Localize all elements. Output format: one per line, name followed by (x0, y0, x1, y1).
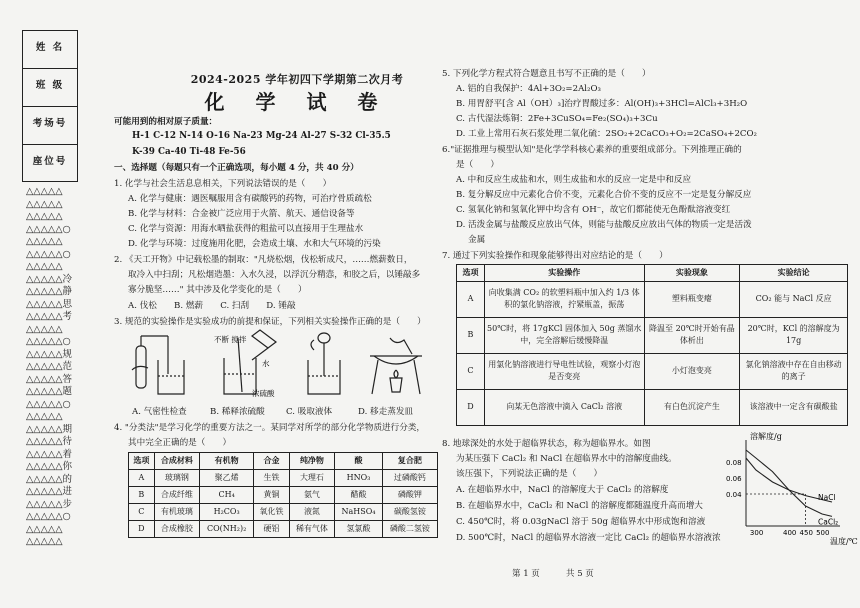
q3-figures (128, 330, 438, 400)
q8-option-c: C. 450℃时，将 0.03gNaCl 溶于 50g 超临界水中形成饱和溶液 (456, 517, 706, 527)
seal-line: △△△△△静 (26, 286, 73, 297)
total-pages: 共 5 页 (566, 569, 594, 579)
table-cell: 向某无色溶液中滴入 CaCl₂ 溶液 (484, 389, 644, 425)
table-cell: A (129, 469, 155, 486)
q8-option-b: B. 在超临界水中，CaCl₂ 和 NaCl 的溶解度都随温度升高而增大 (456, 501, 703, 511)
table-header-cell: 实验结论 (740, 265, 848, 282)
seal-line: △△△△△的 (26, 473, 73, 485)
fig-c-dropper-icon (308, 333, 340, 394)
table-cell: 玻璃钢 (154, 469, 199, 486)
q1-option-d: D. 化学与环境：过度施用化肥，会造成土壤、水和大气环境的污染 (128, 239, 381, 249)
q6-option-c: C. 氢氧化钠和氢氧化钾中均含有 OH⁻，故它们都能使无色酚酞溶液变红 (456, 205, 731, 215)
table-cell: 合成橡胶 (154, 520, 199, 537)
q1-option-a: A. 化学与健康：遇医嘱服用含有碳酸钙的药物，可治疗骨质疏松 (128, 194, 372, 204)
q5-option-a: A. 铝的自我保护：4Al+3O₂=2Al₂O₃ (456, 84, 601, 94)
q6-stem-2: 是（ ） (456, 160, 499, 170)
table-cell: B (129, 486, 155, 503)
q3-stem: 3. 规范的实验操作是实验成功的前提和保证，下列相关实验操作正确的是（ ） (114, 317, 426, 327)
seal-line: △△△△△待 (26, 436, 73, 447)
table-cell: 氧化铁 (254, 503, 290, 520)
table-header-cell: 合金 (254, 453, 290, 470)
y-axis-label: 溶解度/g (750, 432, 782, 441)
q5-stem: 5. 下列化学方程式符合题意且书写不正确的是（ ） (442, 69, 651, 79)
q7-experiment-table (456, 264, 848, 426)
table-cell: 合成纤维 (154, 486, 199, 503)
table-cell: 稀有气体 (289, 520, 334, 537)
q1-stem: 1. 化学与社会生活息息相关，下列说法错误的是（ ） (114, 179, 332, 189)
q6-option-a: A. 中和反应生成盐和水，则生成盐和水的反应一定是中和反应 (456, 175, 692, 185)
seal-line: △△△△△冷 (26, 273, 73, 285)
q3-caption-b: B. 稀释浓硫酸 (210, 407, 265, 417)
q4-stem-2: 其中完全正确的是（ ） (128, 438, 232, 448)
seal-line: △△△△△步 (26, 498, 73, 510)
table-header-row (457, 265, 848, 282)
table-cell: 氨气 (289, 486, 334, 503)
table-row (129, 503, 438, 520)
q1-option-b: B. 化学与材料：合金被广泛应用于火箭、航天、通信设备等 (128, 209, 355, 219)
table-header-cell: 选项 (457, 265, 485, 282)
table-cell: C (129, 503, 155, 520)
section-heading-choice: 一、选择题（每题只有一个正确选项，每小题 4 分，共 40 分） (114, 163, 359, 173)
y-tick-label: 0.04 (726, 491, 742, 499)
table-cell: 磷酸二氢铵 (382, 520, 437, 537)
table-row (457, 389, 848, 425)
table-cell: 小灯泡变亮 (644, 353, 740, 389)
table-header-cell: 有机物 (200, 453, 254, 470)
table-header-cell: 实验操作 (484, 265, 644, 282)
table-cell: 50℃时，将 17gKCl 固体加入 50g 蒸馏水中，完全溶解后缓慢降温 (484, 317, 644, 353)
x-axis-label: 温度/℃ (830, 537, 858, 546)
q6-stem: 6."证据推理与模型认知"是化学学科核心素养的重要组成部分。下列推理正确的 (442, 145, 742, 155)
table-header-cell: 复合肥 (382, 453, 437, 470)
table-cell: 生铁 (254, 469, 290, 486)
series-label: NaCl (818, 493, 836, 502)
seal-line: △△△△△着 (26, 448, 73, 460)
table-header-cell: 合成材料 (154, 453, 199, 470)
exam-page (100, 0, 860, 608)
q2-stem-3: 寡分脆坚……" 其中涉及化学变化的是（ ） (128, 285, 307, 295)
seal-line: △△△△△ (26, 186, 63, 197)
q3-caption-c: C. 吸取液体 (286, 407, 333, 417)
seal-line: △△△△△○ (26, 398, 71, 410)
q6-option-b: B. 复分解反应中元素化合价不变，元素化合价不变的反应不一定是复分解反应 (456, 190, 752, 200)
table-row (129, 469, 438, 486)
series-line-1 (746, 450, 832, 516)
seal-line: △△△△△○ (26, 336, 71, 347)
table-row (129, 520, 438, 537)
seal-line: △△△△△进 (26, 486, 73, 497)
seal-line-text (26, 186, 90, 549)
table-cell: H₂CO₃ (200, 503, 254, 520)
q7-stem: 7. 通过下列实验操作和现象能够得出对应结论的是（ ） (442, 251, 668, 261)
q3-caption-d: D. 移走蒸发皿 (358, 407, 414, 417)
class-field[interactable]: 班 级 (23, 69, 77, 107)
q4-classification-table (128, 452, 438, 538)
table-cell: 黄铜 (254, 486, 290, 503)
table-header-row (129, 453, 438, 470)
seal-line: △△△△△ (26, 323, 63, 335)
table-cell: 用氯化钠溶液进行导电性试验，观察小灯泡是否变亮 (484, 353, 644, 389)
table-cell: 该溶液中一定含有碳酸盐 (740, 389, 848, 425)
exam-title: 2024-2025 学年初四下学期第二次月考 (190, 73, 404, 86)
q3-label-acid: 浓硫酸 (252, 389, 275, 398)
q5-option-b: B. 用胃舒平[含 Al（OH）₃]治疗胃酸过多：Al(OH)₃+3HCl=AlCl₃+3H₂O (456, 99, 748, 109)
seat-number-field[interactable]: 座位号 (32, 156, 68, 167)
q8-option-d: D. 500℃时，NaCl 的超临界水溶液一定比 CaCl₂ 的超临界水溶液浓 (456, 533, 721, 543)
table-cell: 降温至 20℃时开始有晶体析出 (644, 317, 740, 353)
table-cell: D (129, 520, 155, 537)
table-cell: C (457, 353, 485, 389)
q8-stem-2: 为某压强下 CaCl₂ 和 NaCl 在超临界水中的溶解度曲线。 (456, 454, 677, 464)
table-cell: 有机玻璃 (154, 503, 199, 520)
y-tick-label: 0.08 (726, 459, 742, 467)
table-cell: 向收集满 CO₂ 的软塑料瓶中加入约 1/3 体积的氯化钠溶液，拧紧瓶盖，振荡 (484, 281, 644, 317)
x-tick-label: 300 (749, 529, 764, 537)
table-row (457, 281, 848, 317)
q3-label-stir: 不断 搅拌 (214, 335, 247, 344)
table-header-cell: 纯净物 (289, 453, 334, 470)
binding-strip (0, 0, 96, 608)
table-header-cell: 酸 (335, 453, 383, 470)
table-cell: 氢氯酸 (335, 520, 383, 537)
seal-line: △△△△△规 (26, 348, 73, 360)
table-cell: 碳酸氢铵 (382, 503, 437, 520)
series-label: CaCl₂ (818, 517, 839, 527)
table-cell: 液氮 (289, 503, 334, 520)
q6-option-d: D. 活泼金属与盐酸反应放出气体，则能与盐酸反应放出气体的物质一定是活泼 (456, 220, 752, 230)
seal-line: △△△△△你 (26, 461, 73, 472)
page-number: 第 1 页 (512, 569, 540, 579)
q6-option-d-cont: 金属 (468, 235, 486, 245)
table-cell: A (457, 281, 485, 317)
fig-a-airtight-check-icon (132, 336, 184, 394)
student-info-box (22, 30, 78, 182)
q2-options: A. 伐松 B. 燃薪 C. 扫刮 D. 锤敲 (128, 301, 296, 311)
seal-line: △△△△△答 (26, 373, 73, 385)
table-cell: B (457, 317, 485, 353)
seal-line: △△△△△题 (26, 386, 73, 397)
table-cell: HNO₃ (335, 469, 383, 486)
atomic-mass-row-2: K-39 Ca-40 Ti-48 Fe-56 (132, 147, 246, 157)
q3-caption-a: A. 气密性检查 (132, 407, 187, 417)
seal-line: △△△△△○ (26, 248, 71, 260)
table-cell: 氯化钠溶液中存在自由移动的离子 (740, 353, 848, 389)
seal-line: △△△△△ (26, 261, 63, 272)
table-header-cell: 实验现象 (644, 265, 740, 282)
seal-line: △△△△△○ (26, 511, 71, 522)
table-row (457, 353, 848, 389)
fig-d-evaporating-dish-icon (370, 338, 422, 394)
name-field[interactable]: 姓 名 (23, 31, 77, 69)
seal-line: △△△△△范 (26, 361, 73, 372)
q2-stem-2: 取冷入中扫刮；凡松烟造墨：入水久浸，以浮沉分精悫，和胶之后，以锤敲多 (128, 270, 421, 280)
table-row (457, 317, 848, 353)
seal-line: △△△△△○ (26, 223, 71, 235)
q1-option-c: C. 化学与资源：用海水晒盐获得的粗盐可以直接用于生理盐水 (128, 224, 364, 234)
x-tick-label: 500 (816, 529, 830, 537)
table-cell: CO₂ 能与 NaCl 反应 (740, 281, 848, 317)
seal-line: △△△△△ (26, 236, 63, 247)
seal-line: △△△△△期 (26, 423, 73, 435)
q2-stem: 2. 《天工开物》中记载松墨的制取："凡烧松烟，伐松斩成尺，……燃薪数日， (114, 255, 413, 265)
seal-line: △△△△△ (26, 211, 63, 222)
seal-line: △△△△△思 (26, 298, 73, 310)
seal-line: △△△△△ (26, 198, 63, 210)
seal-line: △△△△△ (26, 523, 63, 535)
table-cell: 聚乙烯 (200, 469, 254, 486)
x-tick-label: 450 (799, 529, 813, 537)
table-cell: D (457, 389, 485, 425)
x-tick-label: 400 (783, 529, 797, 537)
table-cell: NaHSO₄ (335, 503, 383, 520)
q3-label-water: 水 (262, 359, 270, 368)
q5-option-c: C. 古代湿法炼铜：2Fe+3CuSO₄=Fe₂(SO₄)₃+3Cu (456, 114, 658, 124)
q8-stem: 8. 地球深处的水处于超临界状态，称为超临界水。如图 (442, 439, 651, 449)
seal-line: △△△△△ (26, 536, 63, 547)
table-cell: 硬铝 (254, 520, 290, 537)
table-cell: 有白色沉淀产生 (644, 389, 740, 425)
table-cell: 大理石 (289, 469, 334, 486)
exam-room-field[interactable]: 考场号 (23, 107, 77, 145)
q4-stem: 4. "分类法"是学习化学的重要方法之一。某同学对所学的部分化学物质进行分类， (114, 423, 426, 433)
y-tick-label: 0.06 (726, 475, 742, 483)
q8-stem-3: 该压强下，下列说法正确的是（ ） (456, 469, 603, 479)
q8-option-a: A. 在超临界水中，NaCl 的溶解度大于 CaCl₂ 的溶解度 (456, 485, 669, 495)
table-cell: CH₄ (200, 486, 254, 503)
table-row (129, 486, 438, 503)
seal-line: △△△△△ (26, 411, 63, 422)
document-title: 化 学 试 卷 (204, 90, 390, 114)
atomic-mass-row-1: H-1 C-12 N-14 O-16 Na-23 Mg-24 Al-27 S-32 Cl-35.5 (132, 131, 391, 141)
table-cell: 过磷酸钙 (382, 469, 437, 486)
q5-option-d: D. 工业上常用石灰石浆处理二氧化硫：2SO₂+2CaCO₃+O₂=2CaSO₄+2CO₂ (456, 129, 757, 139)
table-cell: 塑料瓶变瘪 (644, 281, 740, 317)
atomic-mass-intro: 可能用到的相对原子质量： (114, 117, 218, 127)
table-header-cell: 选项 (129, 453, 155, 470)
table-cell: CO(NH₂)₂ (200, 520, 254, 537)
seal-line: △△△△△考 (26, 311, 73, 322)
solubility-chart (724, 430, 858, 548)
table-cell: 醋酸 (335, 486, 383, 503)
table-cell: 磷酸钾 (382, 486, 437, 503)
table-cell: 20℃时，KCl 的溶解度为 17g (740, 317, 848, 353)
